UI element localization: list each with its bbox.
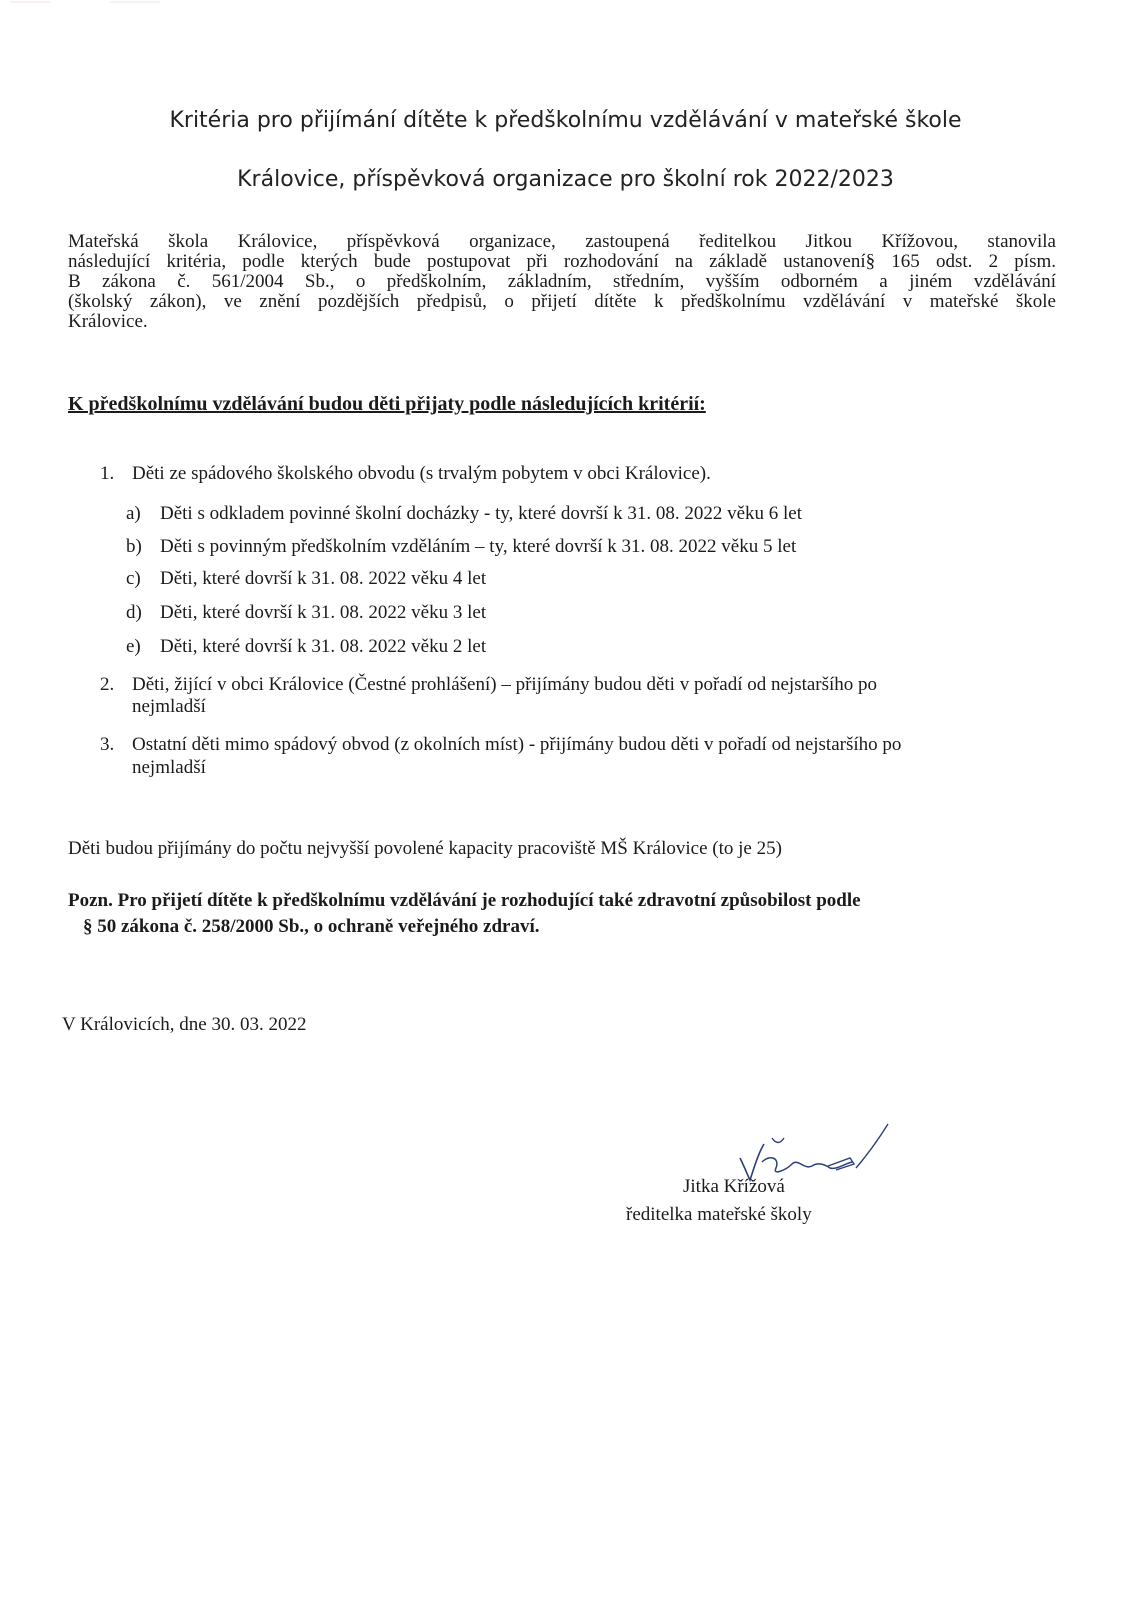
intro-line: Královice. [68, 311, 148, 332]
list-number: 3. [100, 734, 115, 755]
scan-artifact [10, 0, 170, 4]
list-letter: a) [126, 503, 141, 524]
intro-line: následující kritéria, podle kterých bude postupovat při rozhodování na základě ustanovení§ 165 odst. 2 písm. [68, 251, 1056, 272]
criterion-1c [126, 568, 486, 590]
health-note-line-2: § 50 zákona č. 258/2000 Sb., o ochraně veřejného zdraví. [83, 916, 540, 937]
criterion-text: Děti s povinným předškolním vzděláním – ty, které dovrší k 31. 08. 2022 věku 5 let [160, 536, 797, 557]
capacity-statement: Děti budou přijímány do počtu nejvyšší povolené kapacity pracoviště MŠ Královice (to je 25) [68, 838, 782, 859]
signatory-name: Jitka Křížová [683, 1176, 785, 1197]
criterion-text: Děti, které dovrší k 31. 08. 2022 věku 2 let [160, 636, 487, 657]
intro-line: (školský zákon), ve znění pozdějších předpisů, o přijetí dítěte k předškolnímu vzdělávání v mateřské škole [68, 291, 1056, 312]
intro-paragraph [68, 232, 1056, 332]
criterion-text: Děti, které dovrší k 31. 08. 2022 věku 3 let [160, 602, 487, 623]
criterion-1 [100, 463, 711, 485]
criteria-heading: K předškolnímu vzdělávání budou děti přijaty podle následujících kritérií: [68, 393, 706, 415]
list-number: 2. [100, 674, 115, 695]
criterion-1b [126, 536, 796, 558]
criterion-text: Děti s odkladem povinné školní docházky - ty, které dovrší k 31. 08. 2022 věku 6 let [160, 503, 803, 524]
list-letter: b) [126, 536, 142, 557]
list-number: 1. [100, 463, 115, 484]
health-note-line-1: Pozn. Pro přijetí dítěte k předškolnímu vzdělávání je rozhodující také zdravotní způsobilost podle [68, 890, 861, 911]
criterion-3-continuation: nejmladší [132, 757, 206, 778]
criterion-2-continuation: nejmladší [132, 696, 206, 717]
signatory-role: ředitelka mateřské školy [626, 1204, 812, 1225]
criterion-text: Děti ze spádového školského obvodu (s trvalým pobytem v obci Královice). [132, 463, 711, 484]
criterion-text: Děti, které dovrší k 31. 08. 2022 věku 4 let [160, 568, 487, 589]
document-title-line-2: Královice, příspěvková organizace pro školní rok 2022/2023 [237, 167, 894, 192]
criterion-text: Děti, žijící v obci Královice (Čestné prohlášení) – přijímány budou děti v pořadí od nejstaršího po [132, 674, 878, 695]
criterion-3 [100, 734, 901, 756]
document-title-line-1: Kritéria pro přijímání dítěte k předškolnímu vzdělávání v mateřské škole [169, 108, 962, 133]
criterion-text: Ostatní děti mimo spádový obvod (z okolních míst) - přijímány budou děti v pořadí od nejstaršího po [132, 734, 902, 755]
place-and-date: V Královicích, dne 30. 03. 2022 [62, 1014, 307, 1035]
list-letter: c) [126, 568, 141, 589]
criterion-1a [126, 503, 802, 525]
intro-line: Mateřská škola Královice, příspěvková organizace, zastoupená ředitelkou Jitkou Křížovou, stanovila [68, 231, 1056, 252]
criterion-2 [100, 674, 877, 696]
criterion-1e [126, 636, 486, 658]
list-letter: d) [126, 602, 142, 623]
health-note [68, 888, 861, 940]
intro-line: B zákona č. 561/2004 Sb., o předškolním, základním, středním, vyšším odborném a jiném vzdělávání [68, 271, 1056, 292]
list-letter: e) [126, 636, 141, 657]
criterion-1d [126, 602, 486, 624]
